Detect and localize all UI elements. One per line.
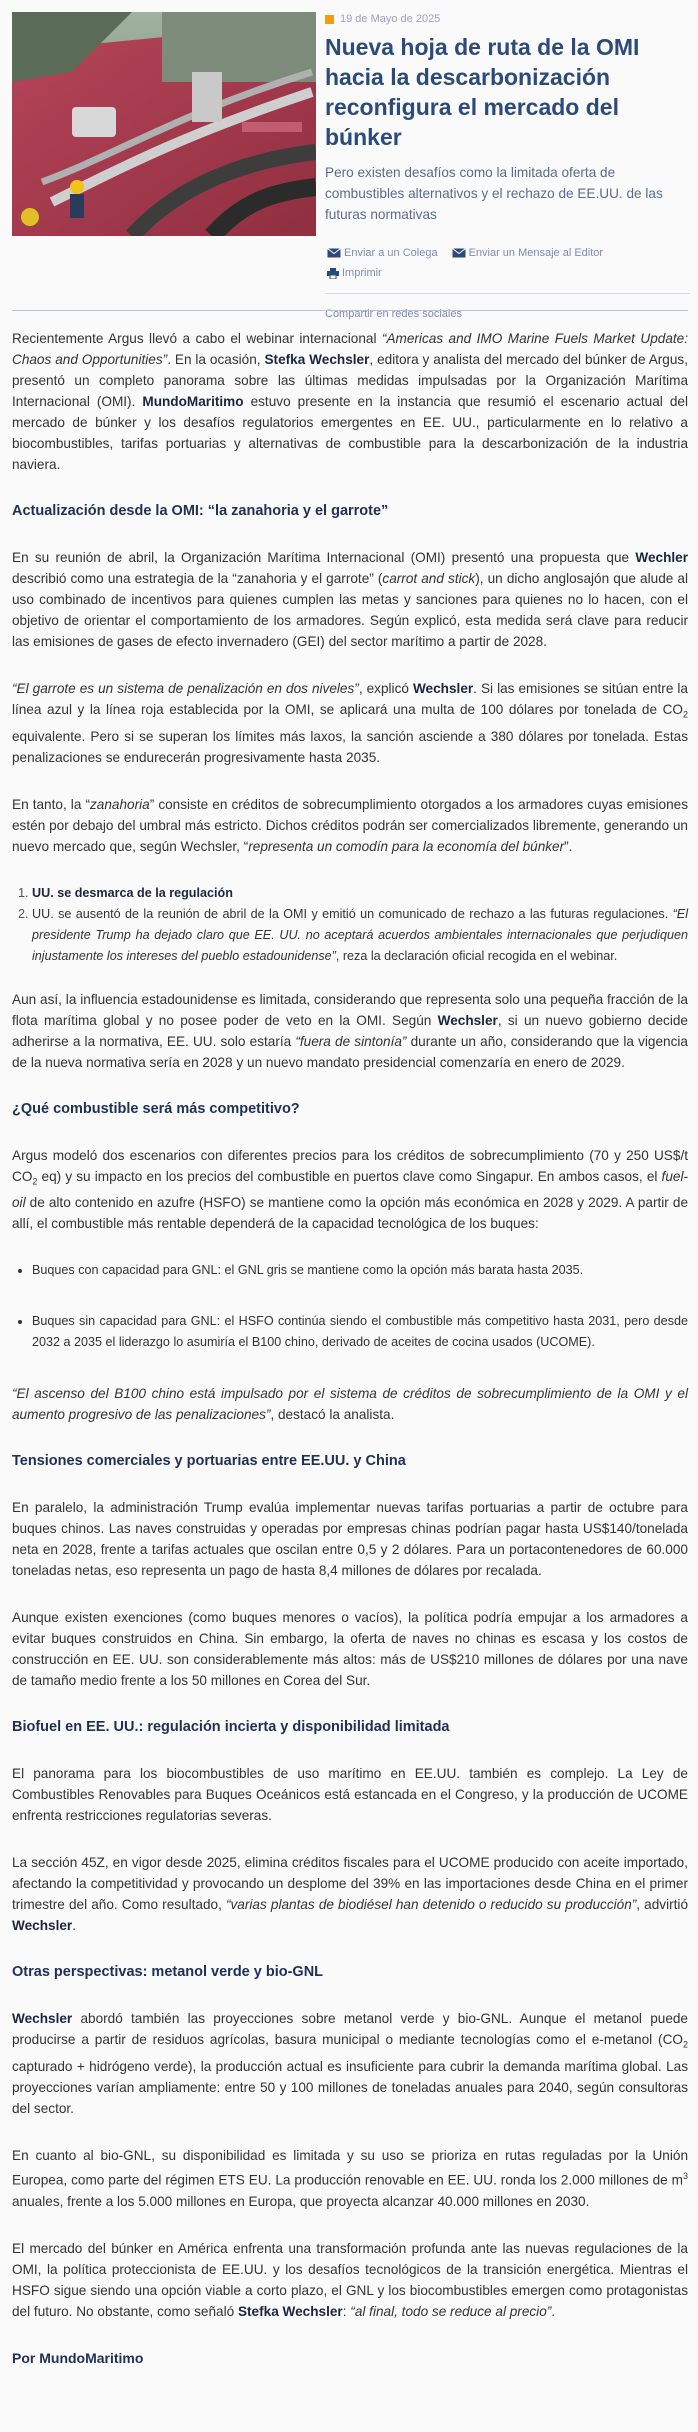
paragraph: En paralelo, la administración Trump evalúa implementar nuevas tarifas portuarias a partir de octubre para buques chinos. Las naves construidas y operadas por empresas chinas podrían pagar hasta US$140/tonelada neta en 2028, frente a tarifas actuales que oscilan entre 0,5 y 2 dólares. Para un portacontenedores de 60.000 toneladas netas, eso representa un pago de hasta 8,4 millones de dólares por recalada. xyxy=(12,1500,688,1579)
paragraph: El panorama para los biocombustibles de uso marítimo en EE.UU. también es complejo. La Ley de Combustibles Renovables para Buques Oceánicos está estancada en el Congreso, y la producción de UCOME enfrenta restricciones regulatorias severas. xyxy=(12,1766,688,1824)
send-colleague-label: Enviar a un Colega xyxy=(344,247,438,259)
date-marker-icon xyxy=(325,15,334,24)
paragraph: La sección 45Z, en vigor desde 2025, elimina créditos fiscales para el UCOME producido con aceite importado, afectando la competitividad y provocando un desplome del 39% en las importaciones desde China en el primer trimestre del año. Como resultado, “varias plantas de biodiésel han detenido o reducido su producción”, advirtió Wechsler. xyxy=(12,1855,689,1934)
section-heading: Tensiones comerciales y portuarias entre EE.UU. y China xyxy=(12,1453,406,1470)
numbered-list xyxy=(12,883,688,967)
article-title: Nueva hoja de ruta de la OMI hacia la descarbonización reconfigura el mercado del búnker xyxy=(325,34,640,150)
send-editor-label: Enviar un Mensaje al Editor xyxy=(468,247,604,259)
section-heading: Otras perspectivas: metanol verde y bio-GNL xyxy=(12,1964,324,1981)
article-actions xyxy=(325,243,690,283)
share-link[interactable]: Compartir en redes sociales xyxy=(325,293,690,324)
article-body xyxy=(12,328,688,2368)
article-header xyxy=(325,10,690,324)
send-editor-button[interactable] xyxy=(452,243,604,263)
section-heading: Actualización desde la OMI: “la zanahoria y el garrote” xyxy=(12,503,389,519)
divider xyxy=(12,310,688,311)
bullet-list xyxy=(12,1260,688,1353)
article-date: 19 de Mayo de 2025 xyxy=(340,13,441,25)
list-item: 2. UU. se ausentó de la reunión de abril de la OMI y emitió un comunicado de rechazo a las futuras regulaciones. “El presidente Trump ha dejado claro que EE. UU. no aceptará acuerdos ambientales internacionales que perjudiquen injustamente los intereses del pueblo estadounidense”, reza la declaración oficial recogida en el webinar. xyxy=(32,904,688,967)
date-row xyxy=(325,10,690,28)
list-item: • Buques con capacidad para GNL: el GNL gris se mantiene como la opción más barata hasta 2035. xyxy=(32,1260,688,1281)
paragraph: Aunque existen exenciones (como buques menores o vacíos), la política podría empujar a los armadores a evitar buques construidos en China. Sin embargo, la oferta de naves no chinas es escasa y los costos de construcción en EE. UU. son considerablemente más altos: más de US$210 millones de dólares por una nave de tamaño medio frente a los 50 millones en Corea del Sur. xyxy=(12,1610,688,1689)
paragraph: El mercado del búnker en América enfrenta una transformación profunda ante las nuevas regulaciones de la OMI, la política proteccionista de EE.UU. y los desafíos tecnológicos de la transición energética. Mientras el HSFO sigue siendo una opción viable a corto plazo, el GNL y los biocombustibles emergen como protagonistas del futuro. No obstante, como señaló Stefka Wechsler: “al final, todo se reduce al precio”. xyxy=(12,2240,688,2319)
section-heading: ¿Qué combustible será más competitivo? xyxy=(12,1100,300,1117)
paragraph: En su reunión de abril, la Organización Marítima Internacional (OMI) presentó una propuesta que Wechler describió como una estrategia de la “zanahoria y el garrote” (carrot and stick), un dicho anglosajón que alude al uso combinado de incentivos para quienes cumplen las metas y sanciones para quienes no lo hacen, con el objetivo de orientar el comportamiento de los armadores. Según explicó, esta medida será clave para reducir las emisiones de gases de efecto invernadero (GEI) del sector marítimo a partir de 2028. xyxy=(12,550,688,649)
paragraph: Aun así, la influencia estadounidense es limitada, considerando que representa solo una pequeña fracción de la flota marítima global y no posee poder de veto en la OMI. Según Wechsler, si un nuevo gobierno decide adherirse a la normativa, EE. UU. solo estaría “fuera de sintonía” durante un año, considerando que la vigencia de la nueva normativa sería en 2028 y un nuevo mandato presidencial comenzaría en enero de 2029. xyxy=(12,991,688,1070)
list-item: 1. UU. se desmarca de la regulación xyxy=(32,883,688,904)
paragraph: “El ascenso del B100 chino está impulsado por el sistema de créditos de sobrecumplimiento de la OMI y el aumento progresivo de las penalizaciones”, destacó la analista. xyxy=(12,1386,688,1423)
hero-image xyxy=(12,12,316,236)
printer-icon xyxy=(327,268,339,279)
paragraph: “El garrote es un sistema de penalización en dos niveles”, explicó Wechsler. Si las emisiones se sitúan entre la línea azul y la línea roja establecida por la OMI, se aplicará una multa de 100 dólares por tonelada de $CO_2$ equivalente. Pero si se superan los límites más laxos, la sanción asciende a 380 dólares por tonelada. Estas penalizaciones se endurecerán progresivamente hasta 2035. xyxy=(12,681,688,765)
intro-paragraph: Recientemente Argus llevó a cabo el webinar internacional “Americas and IMO Marine Fuels Market Update: Chaos and Opportunities”. En la ocasión, Stefka Wechsler, editora y analista del mercado del búnker de Argus, presentó un completo panorama sobre las últimas medidas impulsadas por la Organización Marítima Internacional (OMI). MundoMaritimo estuvo presente en la instancia que resumió el escenario actual del mercado de búnker y los desafíos regulatorios emergentes en EE. UU., particularmente en lo relativo a biocombustibles, tarifas portuarias y alternativas de combustible para la descarbonización de la industria naviera. xyxy=(12,331,688,472)
paragraph: En cuanto al bio-GNL, su disponibilidad es limitada y su uso se prioriza en rutas reguladas por la Unión Europea, como parte del régimen ETS EU. La producción renovable en EE. UU. ronda los 2.000 millones de $m^3$ anuales, frente a los 5.000 millones en Europa, que proyecta alcanzar 40.000 millones en 2030. xyxy=(12,2148,688,2209)
print-button[interactable] xyxy=(327,263,382,283)
paragraph: En tanto, la “zanahoria” consiste en créditos de sobrecumplimiento otorgados a los armadores cuyas emisiones estén por debajo del umbral más estricto. Dichos créditos podrán ser comercializados libremente, generando un nuevo mercado que, según Wechsler, “representa un comodín para la economía del búnker”. xyxy=(12,796,689,854)
paragraph: Argus modeló dos escenarios con diferentes precios para los créditos de sobrecumplimiento (70 y 250 US$/t $CO_2$ eq) y su impacto en los precios del combustible en puertos clave como Singapur. En ambos casos, el fuel-oil de alto contenido en azufre (HSFO) se mantiene como la opción más económica en 2028 y 2029. A partir de allí, el combustible más rentable dependerá de la capacidad tecnológica de los buques: xyxy=(12,1147,688,1232)
section-heading: Biofuel en EE. UU.: regulación incierta y disponibilidad limitada xyxy=(12,1719,450,1736)
paragraph: Wechsler abordó también las proyecciones sobre metanol verde y bio-GNL. Aunque el metanol puede producirse a partir de residuos agrícolas, basura municipal o mediante tecnologías como el e-metanol ($CO_2$ capturado + hidrógeno verde), la producción actual es insuficiente para cubrir la demanda marítima global. Las proyecciones varían ampliamente: entre 50 y 100 millones de toneladas anuales para 2040, según consultoras del sector. xyxy=(12,2011,688,2117)
send-colleague-button[interactable] xyxy=(327,243,438,263)
envelope-icon xyxy=(452,248,466,258)
list-item: • Buques sin capacidad para GNL: el HSFO continúa siendo el combustible más competitivo hasta 2031, pero desde 2032 a 2035 el liderazgo lo asumiría el B100 chino, derivado de aceites de cocina usados (UCOME). xyxy=(32,1311,688,1353)
envelope-icon xyxy=(327,248,341,258)
article-subtitle: Pero existen desafíos como la limitada oferta de combustibles alternativos y el rechazo de EE.UU. de las futuras normativas xyxy=(325,165,663,222)
print-label: Imprimir xyxy=(342,267,382,279)
byline: Por MundoMaritimo xyxy=(12,2349,144,2366)
